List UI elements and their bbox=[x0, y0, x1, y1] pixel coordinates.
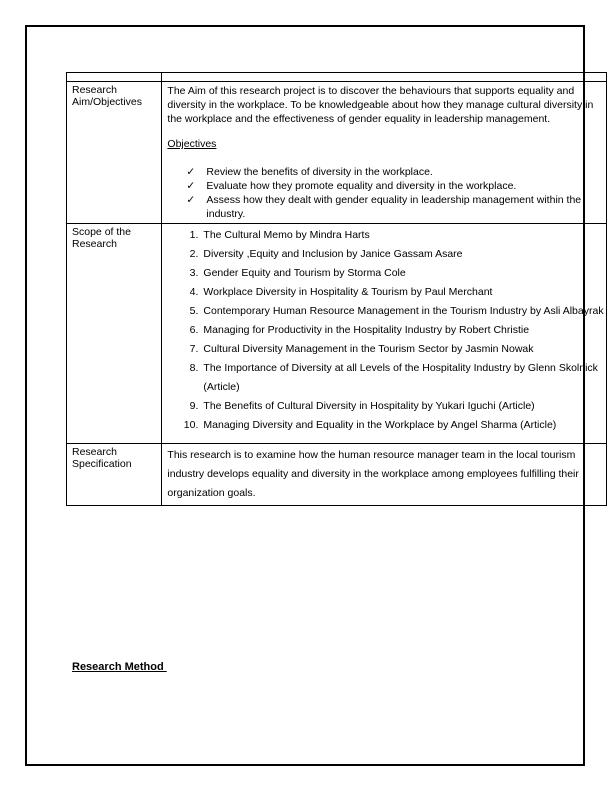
research-table bbox=[66, 72, 607, 506]
item-number: 10. bbox=[183, 419, 199, 431]
item-text: Diversity ,Equity and Inclusion by Janice Gassam Asare bbox=[203, 248, 463, 260]
item-text: Contemporary Human Resource Management in the Tourism Industry by Asli Albayrak bbox=[203, 305, 604, 317]
list-item bbox=[167, 264, 606, 283]
list-item bbox=[167, 321, 606, 340]
item-number: 7. bbox=[189, 343, 199, 355]
item-number: 2. bbox=[189, 248, 199, 260]
item-text: Gender Equity and Tourism by Storma Cole bbox=[203, 267, 406, 279]
list-item bbox=[167, 359, 606, 397]
list-item bbox=[186, 193, 606, 221]
item-number: 8. bbox=[189, 362, 199, 374]
row-label-text: Research Aim/Objectives bbox=[72, 84, 143, 108]
item-text: Managing for Productivity in the Hospitality Industry by Robert Christie bbox=[203, 324, 530, 336]
section-heading-research-method: Research Method bbox=[72, 661, 167, 673]
scope-list bbox=[167, 226, 606, 441]
item-text: The Benefits of Cultural Diversity in Hospitality by Yukari Iguchi (Article) bbox=[203, 400, 535, 412]
checkmark-icon: ✓ bbox=[186, 194, 196, 206]
row-label bbox=[67, 224, 162, 444]
item-number: 9. bbox=[189, 400, 199, 412]
item-number: 6. bbox=[189, 324, 199, 336]
item-number: 4. bbox=[189, 286, 199, 298]
row-scope bbox=[67, 224, 607, 444]
objectives-title: Objectives bbox=[167, 138, 217, 150]
row-label-text: Research Specification bbox=[72, 446, 132, 470]
item-number: 3. bbox=[189, 267, 199, 279]
objective-text: Review the benefits of diversity in the workplace. bbox=[206, 166, 433, 178]
row-aim-objectives bbox=[67, 82, 607, 224]
checkmark-icon: ✓ bbox=[186, 180, 196, 192]
header-cell-label bbox=[67, 73, 162, 82]
list-item bbox=[167, 283, 606, 302]
list-item bbox=[167, 416, 606, 435]
row-content bbox=[162, 444, 607, 506]
list-item bbox=[167, 397, 606, 416]
list-item bbox=[167, 226, 606, 245]
header-cell-content bbox=[162, 73, 607, 82]
item-text: Managing Diversity and Equality in the Workplace by Angel Sharma (Article) bbox=[203, 419, 557, 431]
list-item bbox=[186, 179, 606, 193]
table-header-row bbox=[67, 73, 607, 82]
item-text: The Cultural Memo by Mindra Harts bbox=[203, 229, 370, 241]
item-text: The Importance of Diversity at all Levels of the Hospitality Industry by Glenn Skolnick (Article) bbox=[203, 362, 598, 393]
specification-text: This research is to examine how the human resource manager team in the local tourism industry develops equality and diversity in the workplace among employees fulfilling their organization goals. bbox=[167, 449, 579, 499]
list-item bbox=[167, 302, 606, 321]
objectives-list bbox=[167, 165, 606, 221]
item-text: Workplace Diversity in Hospitality & Tourism by Paul Merchant bbox=[203, 286, 493, 298]
list-item bbox=[186, 165, 606, 179]
item-number: 5. bbox=[189, 305, 199, 317]
row-specification bbox=[67, 444, 607, 506]
aim-paragraph: The Aim of this research project is to discover the behaviours that supports equality and diversity in the workplace. To be knowledgeable about how they manage cultural diversity in the workplace and the effectiveness of gender equality in leadership management. bbox=[167, 85, 594, 125]
objective-text: Evaluate how they promote equality and diversity in the workplace. bbox=[206, 180, 517, 192]
row-content bbox=[162, 82, 607, 224]
checkmark-icon: ✓ bbox=[186, 166, 196, 178]
list-item bbox=[167, 245, 606, 264]
row-label bbox=[67, 444, 162, 506]
list-item bbox=[167, 340, 606, 359]
row-label bbox=[67, 82, 162, 224]
objective-text: Assess how they dealt with gender equality in leadership management within the industry. bbox=[206, 194, 582, 220]
row-label-text: Scope of the Research bbox=[72, 226, 131, 250]
item-number: 1. bbox=[189, 229, 199, 241]
row-content bbox=[162, 224, 607, 444]
item-text: Cultural Diversity Management in the Tourism Sector by Jasmin Nowak bbox=[203, 343, 534, 355]
